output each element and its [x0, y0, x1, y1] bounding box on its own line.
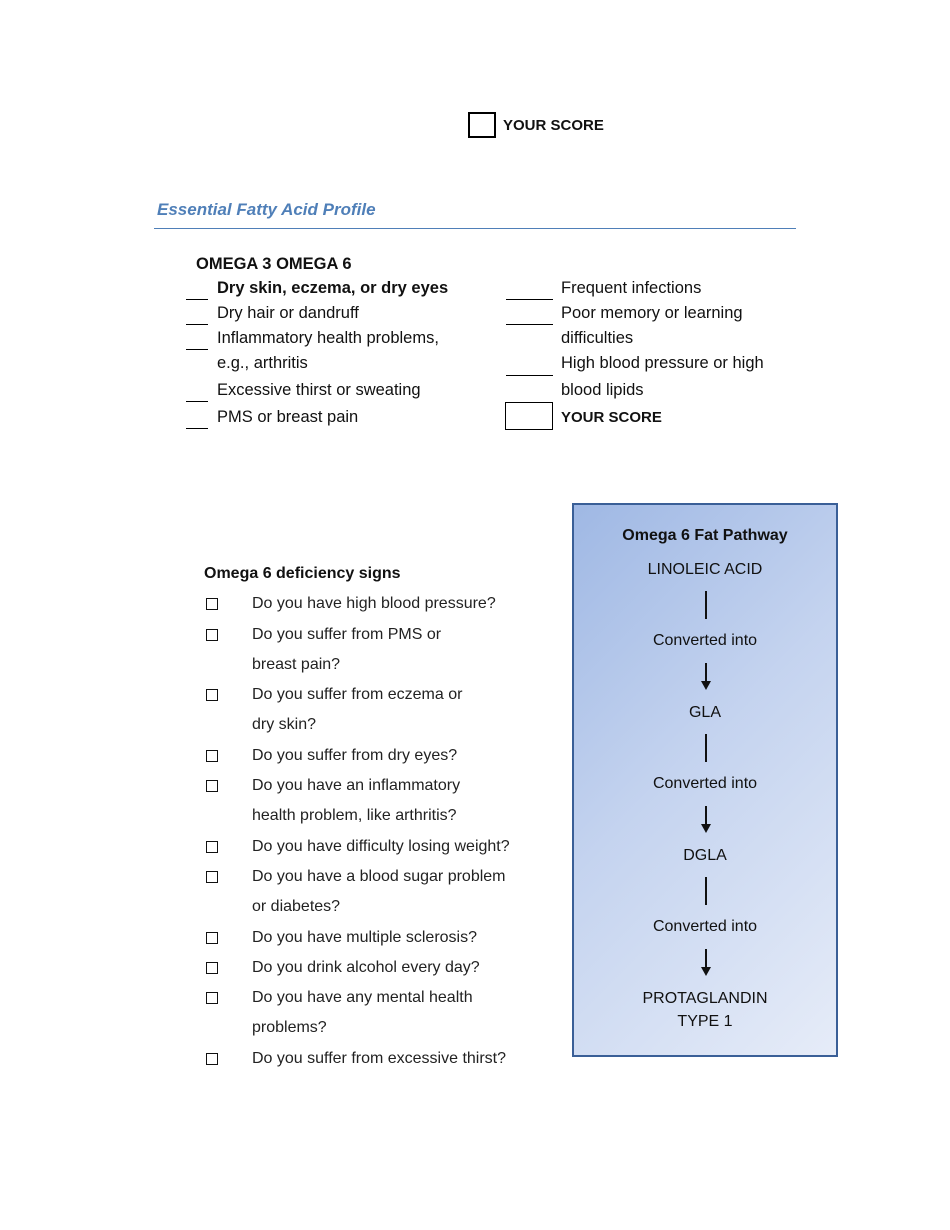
- right-item-2-line-1: Poor memory or learning: [561, 304, 743, 322]
- pathway-connector-line: [705, 591, 707, 619]
- pathway-final-line-2: TYPE 1: [677, 1013, 733, 1030]
- down-arrow-icon: [700, 806, 712, 834]
- question-7-line-2: or diabetes?: [252, 898, 341, 915]
- pathway-title: Omega 6 Fat Pathway: [622, 527, 788, 544]
- left-blank-2[interactable]: [186, 324, 208, 325]
- deficiency-title: Omega 6 deficiency signs: [204, 565, 401, 582]
- question-3-line-1: Do you suffer from eczema or: [252, 686, 463, 703]
- right-blank-1[interactable]: [506, 299, 553, 300]
- question-9: Do you drink alcohol every day?: [252, 959, 480, 976]
- checklist-score-box[interactable]: [505, 402, 553, 430]
- question-checkbox[interactable]: [206, 780, 218, 792]
- pathway-final-line-1: PROTAGLANDIN: [642, 990, 768, 1007]
- question-checkbox[interactable]: [206, 1053, 218, 1065]
- question-10-line-1: Do you have any mental health: [252, 989, 473, 1006]
- left-blank-1[interactable]: [186, 299, 208, 300]
- question-10-line-2: problems?: [252, 1019, 327, 1036]
- right-blank-3[interactable]: [506, 375, 553, 376]
- question-11: Do you suffer from excessive thirst?: [252, 1050, 507, 1067]
- question-checkbox[interactable]: [206, 750, 218, 762]
- left-item-5: PMS or breast pain: [217, 408, 359, 426]
- top-score-box[interactable]: [468, 112, 496, 138]
- question-5-line-1: Do you have an inflammatory: [252, 777, 461, 794]
- question-6: Do you have difficulty losing weight?: [252, 838, 510, 855]
- question-checkbox[interactable]: [206, 841, 218, 853]
- pathway-connector-line: [705, 734, 707, 762]
- pathway-box: [572, 503, 838, 1057]
- section-divider: [154, 228, 796, 229]
- right-item-2-line-2: difficulties: [561, 329, 634, 347]
- pathway-step-linoleic-acid: LINOLEIC ACID: [647, 561, 763, 578]
- pathway-step-gla: GLA: [688, 704, 721, 721]
- checklist-header: OMEGA 3 OMEGA 6: [196, 255, 352, 273]
- question-4: Do you suffer from dry eyes?: [252, 747, 458, 764]
- right-blank-2[interactable]: [506, 324, 553, 325]
- left-item-4: Excessive thirst or sweating: [217, 381, 421, 399]
- left-item-2: Dry hair or dandruff: [217, 304, 359, 322]
- down-arrow-icon: [700, 949, 712, 977]
- question-2-line-1: Do you suffer from PMS or: [252, 626, 442, 643]
- pathway-step-converted-1: Converted into: [652, 632, 758, 649]
- pathway-step-converted-2: Converted into: [652, 775, 758, 792]
- section-title: Essential Fatty Acid Profile: [157, 200, 376, 219]
- pathway-step-converted-3: Converted into: [652, 918, 758, 935]
- question-1: Do you have high blood pressure?: [252, 595, 496, 612]
- question-8: Do you have multiple sclerosis?: [252, 929, 477, 946]
- right-item-3-line-1: High blood pressure or high: [561, 354, 764, 372]
- down-arrow-icon: [700, 663, 712, 691]
- left-blank-5[interactable]: [186, 428, 208, 429]
- left-blank-4[interactable]: [186, 401, 208, 402]
- question-checkbox[interactable]: [206, 598, 218, 610]
- question-7-line-1: Do you have a blood sugar problem: [252, 868, 506, 885]
- left-item-3-line-2: e.g., arthritis: [217, 354, 308, 372]
- pathway-step-dgla: DGLA: [683, 847, 727, 864]
- top-score-label: YOUR SCORE: [503, 117, 604, 134]
- question-2-line-2: breast pain?: [252, 656, 341, 673]
- question-checkbox[interactable]: [206, 962, 218, 974]
- question-checkbox[interactable]: [206, 689, 218, 701]
- left-item-1: Dry skin, eczema, or dry eyes: [217, 279, 449, 297]
- question-checkbox[interactable]: [206, 932, 218, 944]
- question-checkbox[interactable]: [206, 992, 218, 1004]
- left-blank-3[interactable]: [186, 349, 208, 350]
- right-item-1: Frequent infections: [561, 279, 702, 297]
- question-checkbox[interactable]: [206, 629, 218, 641]
- pathway-connector-line: [705, 877, 707, 905]
- left-item-3-line-1: Inflammatory health problems,: [217, 329, 439, 347]
- checklist-score-label: YOUR SCORE: [561, 409, 662, 426]
- question-5-line-2: health problem, like arthritis?: [252, 807, 457, 824]
- question-checkbox[interactable]: [206, 871, 218, 883]
- question-3-line-2: dry skin?: [252, 716, 317, 733]
- right-item-3-line-2: blood lipids: [561, 381, 644, 399]
